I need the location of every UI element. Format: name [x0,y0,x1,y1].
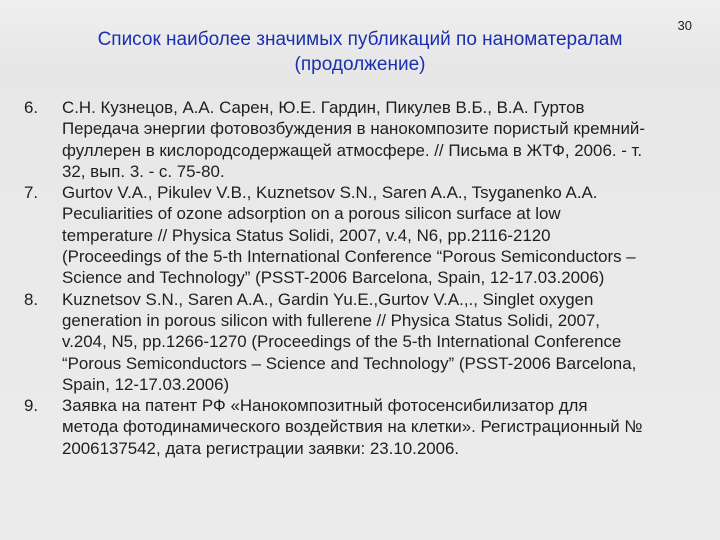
publication-text: Kuznetsov S.N., Saren A.A., Gardin Yu.E.,Gurtov V.A.,., Singlet oxygen generation in porous silicon with fullerene // Physica Status Solidi, 2007, v.204, N5, pp.1266-1270 (Proceedings of the 5-th International Conference “Porous Semiconductors – Science and Technology” (PSST-2006 Barcelona, Spain, 12-17.03.2006) [62,289,637,394]
publication-text: Заявка на патент РФ «Нанокомпозитный фотосенсибилизатор для метода фотодинамического воздействия на клетки». Регистрационный № 2006137542, дата регистрации заявки: 23.10.2006. [62,396,643,458]
publication-item [24,289,697,395]
publication-number: 8. [24,289,39,309]
publication-list [24,97,697,459]
publication-item [24,97,697,182]
publication-number: 6. [24,98,39,117]
page-number: 30 [677,18,692,33]
publication-item [24,182,697,288]
slide-title: Список наиболее значимых публикаций по наноматерaлам (продолжение) [97,29,623,75]
publication-text: С.Н. Кузнецов, А.А. Сарен, Ю.Е. Гардин, Пикулев В.Б., В.А. Гуртов Передача энергии фотовозбуждения в нанокомпозите пористый кремний- фуллерен в кислородсодержащей атмосфере. // Письма в ЖТФ, 2006. - т. 32, вып. 3. - с. 75-80. [62,98,645,181]
publication-number: 9. [24,396,39,416]
publication-item [24,395,697,459]
publication-number: 7. [24,183,39,203]
publication-text: Gurtov V.A., Pikulev V.B., Kuznetsov S.N., Saren A.A., Tsyganenko A.A. Peculiarities of ozone adsorption on a porous silicon surface at low temperature // Physica Status Solidi, 2007, v.4, N6, pp.2116-2120 (Proceedings of the 5-th International Conference “Porous Semiconductors – Science and Technology” (PSST-2006 Barcelona, Spain, 12-17.03.2006) [62,183,636,288]
